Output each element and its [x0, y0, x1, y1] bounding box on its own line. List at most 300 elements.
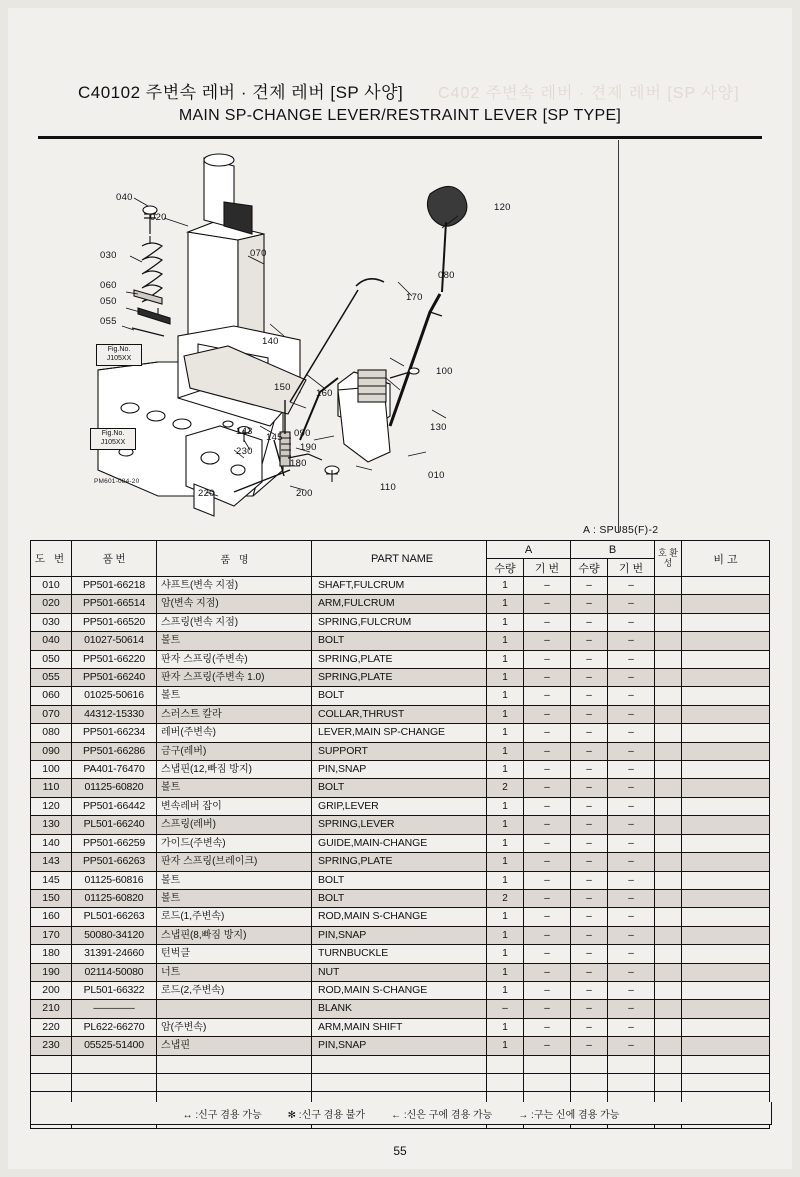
table-row[interactable] [31, 834, 770, 852]
row-a-ref: – [524, 687, 571, 705]
row-b-qty: – [571, 1037, 608, 1055]
row-a-qty: 1 [487, 705, 524, 723]
row-name-ko: 로드(1,주변속) [157, 908, 312, 926]
row-b-qty: – [571, 595, 608, 613]
row-a-qty: 1 [487, 816, 524, 834]
th-remarks: 비 고 [682, 541, 770, 577]
row-no: 050 [31, 650, 72, 668]
table-row[interactable] [31, 945, 770, 963]
th-interchange: 호 환 성 [655, 541, 682, 577]
row-interchange [655, 963, 682, 981]
row-a-ref: – [524, 816, 571, 834]
th-b-ref: 기 번 [608, 559, 655, 577]
row-interchange [655, 613, 682, 631]
table-row[interactable] [31, 595, 770, 613]
table-row[interactable] [31, 632, 770, 650]
row-b-qty: – [571, 742, 608, 760]
table-row[interactable] [31, 1037, 770, 1055]
row-a-qty: 1 [487, 650, 524, 668]
row-b-qty: – [571, 926, 608, 944]
row-a-qty: 1 [487, 926, 524, 944]
row-part-no: 01125-60816 [72, 871, 157, 889]
row-interchange [655, 945, 682, 963]
row-no: 120 [31, 797, 72, 815]
row-part-no: PP501-66240 [72, 669, 157, 687]
row-name-ko: 레버(주변속) [157, 724, 312, 742]
row-name-en: SPRING,PLATE [312, 669, 487, 687]
row-remarks [682, 613, 770, 631]
row-remarks [682, 595, 770, 613]
row-remarks [682, 945, 770, 963]
row-part-no: PP501-66218 [72, 577, 157, 595]
row-b-qty: – [571, 724, 608, 742]
row-empty-cell [312, 1073, 487, 1091]
row-name-en: SUPPORT [312, 742, 487, 760]
row-b-ref: – [608, 1018, 655, 1036]
row-a-ref: – [524, 1037, 571, 1055]
row-b-qty: – [571, 908, 608, 926]
row-empty-cell [655, 1073, 682, 1091]
row-no: 210 [31, 1000, 72, 1018]
row-a-ref: – [524, 724, 571, 742]
legend-item-3: → :구는 신에 겸용 가능 [518, 1109, 620, 1121]
table-row[interactable] [31, 705, 770, 723]
table-row[interactable] [31, 1000, 770, 1018]
row-part-no: PL501-66240 [72, 816, 157, 834]
row-no: 230 [31, 1037, 72, 1055]
row-no: 190 [31, 963, 72, 981]
row-a-ref: – [524, 1000, 571, 1018]
row-b-qty: – [571, 981, 608, 999]
row-b-ref: – [608, 853, 655, 871]
row-name-ko: 암(변속 지점) [157, 595, 312, 613]
row-remarks [682, 797, 770, 815]
page-title-ko: C40102 주변속 레버 · 견제 레버 [SP 사양] [78, 83, 404, 102]
row-a-qty: 1 [487, 945, 524, 963]
row-a-qty: 1 [487, 797, 524, 815]
table-row[interactable] [31, 724, 770, 742]
row-b-ref: – [608, 613, 655, 631]
row-name-en: ARM,FULCRUM [312, 595, 487, 613]
row-b-ref: – [608, 908, 655, 926]
row-interchange [655, 1018, 682, 1036]
row-remarks [682, 687, 770, 705]
row-b-qty: – [571, 613, 608, 631]
row-interchange [655, 632, 682, 650]
row-name-ko: 판자 스프링(주변속 1.0) [157, 669, 312, 687]
row-part-no: 01025-50616 [72, 687, 157, 705]
row-interchange [655, 650, 682, 668]
row-a-qty: 1 [487, 613, 524, 631]
row-b-ref: – [608, 926, 655, 944]
callout-140: 140 [262, 336, 279, 347]
row-interchange [655, 926, 682, 944]
row-name-ko: 변속레버 잡이 [157, 797, 312, 815]
row-b-ref: – [608, 669, 655, 687]
row-no: 010 [31, 577, 72, 595]
row-a-ref: – [524, 669, 571, 687]
table-header-row-1 [31, 541, 770, 559]
row-name-ko: 스냅핀(8,빠짐 방지) [157, 926, 312, 944]
callout-020: 020 [150, 212, 167, 223]
th-part-no: 품 번 [72, 541, 157, 577]
row-b-ref: – [608, 981, 655, 999]
row-a-qty: 1 [487, 687, 524, 705]
row-b-qty: – [571, 963, 608, 981]
table-row[interactable] [31, 889, 770, 907]
table-row[interactable] [31, 797, 770, 815]
row-a-ref: – [524, 889, 571, 907]
row-remarks [682, 632, 770, 650]
table-row[interactable] [31, 853, 770, 871]
row-b-qty: – [571, 687, 608, 705]
callout-070: 070 [250, 248, 267, 259]
table-row[interactable] [31, 779, 770, 797]
parts-table-container [30, 540, 770, 1129]
row-b-qty: – [571, 816, 608, 834]
callout-055: 055 [100, 316, 117, 327]
row-name-en: COLLAR,THRUST [312, 705, 487, 723]
row-a-qty: 1 [487, 669, 524, 687]
row-remarks [682, 761, 770, 779]
table-row[interactable] [31, 1018, 770, 1036]
row-name-ko: 로드(2,주변속) [157, 981, 312, 999]
table-row[interactable] [31, 871, 770, 889]
callout-200: 200 [296, 488, 313, 499]
row-no: 060 [31, 687, 72, 705]
page-title-en: MAIN SP-CHANGE LEVER/RESTRAINT LEVER [SP TYPE] [178, 107, 622, 124]
row-b-ref: – [608, 1000, 655, 1018]
row-b-ref: – [608, 945, 655, 963]
row-no: 130 [31, 816, 72, 834]
row-name-ko: 스냅핀(12,빠짐 방지) [157, 761, 312, 779]
row-name-ko: 볼트 [157, 871, 312, 889]
fig-ref-1 [96, 344, 142, 366]
row-remarks [682, 669, 770, 687]
row-b-qty: – [571, 1000, 608, 1018]
row-name-ko: 볼트 [157, 779, 312, 797]
row-empty-cell [682, 1073, 770, 1091]
row-b-ref: – [608, 871, 655, 889]
row-part-no: PP501-66286 [72, 742, 157, 760]
row-name-en: PIN,SNAP [312, 1037, 487, 1055]
row-a-qty: – [487, 1000, 524, 1018]
row-remarks [682, 577, 770, 595]
row-no: 070 [31, 705, 72, 723]
row-interchange [655, 687, 682, 705]
row-b-ref: – [608, 963, 655, 981]
row-name-ko: 볼트 [157, 889, 312, 907]
row-name-ko: 암(주변속) [157, 1018, 312, 1036]
fig-ref-2-label: Fig.No. [101, 430, 125, 437]
page [8, 8, 792, 1169]
row-empty-cell [72, 1055, 157, 1073]
row-name-en: BOLT [312, 687, 487, 705]
row-name-ko: 턴벅클 [157, 945, 312, 963]
row-a-ref: – [524, 595, 571, 613]
row-no: 180 [31, 945, 72, 963]
callout-220: 220 [198, 488, 215, 499]
row-empty-cell [655, 1055, 682, 1073]
row-b-ref: – [608, 1037, 655, 1055]
table-row[interactable] [31, 613, 770, 631]
row-no: 200 [31, 981, 72, 999]
row-name-en: LEVER,MAIN SP-CHANGE [312, 724, 487, 742]
callout-190: 190 [300, 442, 317, 453]
row-b-qty: – [571, 577, 608, 595]
row-remarks [682, 1037, 770, 1055]
row-name-en: SPRING,PLATE [312, 650, 487, 668]
row-name-ko: 스러스트 칼라 [157, 705, 312, 723]
row-interchange [655, 669, 682, 687]
row-a-qty: 1 [487, 577, 524, 595]
callout-230: 230 [236, 446, 253, 457]
legend-item-2: ← :신은 구에 겸용 가능 [391, 1109, 493, 1121]
row-a-ref: – [524, 613, 571, 631]
table-row[interactable] [31, 926, 770, 944]
row-interchange [655, 1000, 682, 1018]
table-row[interactable] [31, 816, 770, 834]
row-b-ref: – [608, 577, 655, 595]
row-remarks [682, 926, 770, 944]
row-interchange [655, 779, 682, 797]
th-a-ref: 기 번 [524, 559, 571, 577]
callout-010: 010 [428, 470, 445, 481]
row-remarks [682, 724, 770, 742]
parts-table-head [31, 541, 770, 577]
th-a-qty: 수량 [487, 559, 524, 577]
row-b-ref: – [608, 705, 655, 723]
row-name-ko: 가이드(주변속) [157, 834, 312, 852]
row-name-ko: 스냅핀 [157, 1037, 312, 1055]
row-a-ref: – [524, 779, 571, 797]
row-no: 160 [31, 908, 72, 926]
row-b-ref: – [608, 650, 655, 668]
drawing-code: PM601-084-20 [94, 478, 140, 485]
legend-item-1: ✻ :신구 겸용 불가 [287, 1109, 366, 1121]
th-no: 도 번 [31, 541, 72, 577]
table-row[interactable] [31, 742, 770, 760]
diagram-svg [38, 140, 762, 530]
fig-ref-2 [90, 428, 136, 450]
row-interchange [655, 577, 682, 595]
row-remarks [682, 816, 770, 834]
table-row[interactable] [31, 908, 770, 926]
row-empty-cell [571, 1055, 608, 1073]
row-name-ko: 판자 스프링(주변속) [157, 650, 312, 668]
table-row[interactable] [31, 761, 770, 779]
row-name-ko [157, 1000, 312, 1018]
row-empty-cell [31, 1055, 72, 1073]
row-a-qty: 1 [487, 742, 524, 760]
row-part-no: PP501-66520 [72, 613, 157, 631]
row-part-no: PP501-66514 [72, 595, 157, 613]
row-a-ref: – [524, 926, 571, 944]
row-empty-cell [312, 1055, 487, 1073]
row-remarks [682, 834, 770, 852]
callout-143: 143 [236, 426, 253, 437]
row-name-ko: 볼트 [157, 632, 312, 650]
exploded-parts-diagram [38, 140, 762, 530]
row-b-ref: – [608, 687, 655, 705]
callout-180: 180 [290, 458, 307, 469]
fig-ref-2-value: J105XX [100, 438, 126, 446]
row-empty-cell [487, 1055, 524, 1073]
row-no: 030 [31, 613, 72, 631]
row-part-no: 01027-50614 [72, 632, 157, 650]
row-name-ko: 볼트 [157, 687, 312, 705]
row-a-ref: – [524, 871, 571, 889]
table-row[interactable] [31, 650, 770, 668]
th-group-a: A [487, 541, 571, 559]
callout-110: 110 [380, 482, 397, 493]
row-a-ref: – [524, 742, 571, 760]
callout-030: 030 [100, 250, 117, 261]
row-part-no: 01125-60820 [72, 889, 157, 907]
row-interchange [655, 871, 682, 889]
table-row[interactable] [31, 687, 770, 705]
ghost-header-text: C402 주변속 레버 · 견제 레버 [SP 사양] [438, 85, 740, 102]
row-a-ref: – [524, 650, 571, 668]
row-remarks [682, 779, 770, 797]
row-b-qty: – [571, 632, 608, 650]
row-name-ko: 판자 스프링(브레이크) [157, 853, 312, 871]
row-remarks [682, 705, 770, 723]
row-a-qty: 1 [487, 853, 524, 871]
row-interchange [655, 853, 682, 871]
table-row-empty [31, 1055, 770, 1073]
row-a-qty: 1 [487, 871, 524, 889]
table-row[interactable] [31, 981, 770, 999]
row-a-ref: – [524, 908, 571, 926]
row-empty-cell [31, 1073, 72, 1091]
row-name-en: PIN,SNAP [312, 761, 487, 779]
legend-bar [30, 1102, 772, 1125]
row-a-ref: – [524, 834, 571, 852]
row-name-en: NUT [312, 963, 487, 981]
row-empty-cell [72, 1073, 157, 1091]
row-b-qty: – [571, 853, 608, 871]
row-remarks [682, 871, 770, 889]
callout-080: 080 [438, 270, 455, 281]
row-no: 090 [31, 742, 72, 760]
row-interchange [655, 816, 682, 834]
callout-040: 040 [116, 192, 133, 203]
row-b-qty: – [571, 1018, 608, 1036]
row-b-qty: – [571, 669, 608, 687]
fig-ref-1-label: Fig.No. [107, 346, 131, 353]
row-remarks [682, 889, 770, 907]
row-part-no: PP501-66220 [72, 650, 157, 668]
row-no: 170 [31, 926, 72, 944]
row-a-qty: 1 [487, 963, 524, 981]
row-empty-cell [524, 1055, 571, 1073]
row-remarks [682, 981, 770, 999]
row-remarks [682, 963, 770, 981]
row-b-ref: – [608, 742, 655, 760]
row-b-qty: – [571, 705, 608, 723]
row-empty-cell [487, 1073, 524, 1091]
row-interchange [655, 981, 682, 999]
row-interchange [655, 889, 682, 907]
row-part-no: PL501-66322 [72, 981, 157, 999]
table-row[interactable] [31, 577, 770, 595]
th-b-qty: 수량 [571, 559, 608, 577]
row-b-qty: – [571, 889, 608, 907]
row-remarks [682, 742, 770, 760]
row-a-ref: – [524, 705, 571, 723]
callout-145: 145 [266, 432, 283, 443]
row-interchange [655, 595, 682, 613]
row-b-qty: – [571, 650, 608, 668]
row-b-ref: – [608, 761, 655, 779]
row-a-ref: – [524, 853, 571, 871]
row-interchange [655, 797, 682, 815]
table-row[interactable] [31, 669, 770, 687]
row-name-en: SPRING,FULCRUM [312, 613, 487, 631]
row-empty-cell [524, 1073, 571, 1091]
row-name-en: ROD,MAIN S-CHANGE [312, 981, 487, 999]
row-part-no: 05525-51400 [72, 1037, 157, 1055]
row-b-ref: – [608, 889, 655, 907]
row-part-no: PP501-66442 [72, 797, 157, 815]
callout-160: 160 [316, 388, 333, 399]
table-row[interactable] [31, 963, 770, 981]
row-part-no: PL622-66270 [72, 1018, 157, 1036]
callout-060: 060 [100, 280, 117, 291]
row-remarks [682, 1000, 770, 1018]
row-b-qty: – [571, 871, 608, 889]
row-no: 055 [31, 669, 72, 687]
callout-170: 170 [406, 292, 423, 303]
row-part-no: 50080-34120 [72, 926, 157, 944]
legend-item-0: ↔ :신구 겸용 가능 [182, 1109, 262, 1121]
row-interchange [655, 1037, 682, 1055]
row-name-en: SPRING,LEVER [312, 816, 487, 834]
row-name-en: BLANK [312, 1000, 487, 1018]
row-b-ref: – [608, 816, 655, 834]
row-b-ref: – [608, 797, 655, 815]
row-part-no: 31391-24660 [72, 945, 157, 963]
row-name-ko: 스프링(변속 지점) [157, 613, 312, 631]
row-part-no: 44312-15330 [72, 705, 157, 723]
row-part-no: 01125-60820 [72, 779, 157, 797]
parts-table [30, 540, 770, 1129]
row-a-qty: 2 [487, 779, 524, 797]
row-part-no: PP501-66259 [72, 834, 157, 852]
row-a-qty: 1 [487, 761, 524, 779]
row-b-ref: – [608, 595, 655, 613]
row-no: 100 [31, 761, 72, 779]
row-a-qty: 1 [487, 908, 524, 926]
table-row-empty [31, 1073, 770, 1091]
row-name-en: SHAFT,FULCRUM [312, 577, 487, 595]
row-name-en: BOLT [312, 889, 487, 907]
row-no: 143 [31, 853, 72, 871]
row-interchange [655, 761, 682, 779]
row-name-en: GUIDE,MAIN-CHANGE [312, 834, 487, 852]
row-empty-cell [157, 1055, 312, 1073]
row-b-ref: – [608, 632, 655, 650]
row-part-no: PP501-66263 [72, 853, 157, 871]
row-name-en: GRIP,LEVER [312, 797, 487, 815]
row-a-ref: – [524, 577, 571, 595]
row-b-ref: – [608, 779, 655, 797]
th-name-ko: 품 명 [157, 541, 312, 577]
row-b-qty: – [571, 797, 608, 815]
row-name-en: BOLT [312, 871, 487, 889]
callout-130: 130 [430, 422, 447, 433]
